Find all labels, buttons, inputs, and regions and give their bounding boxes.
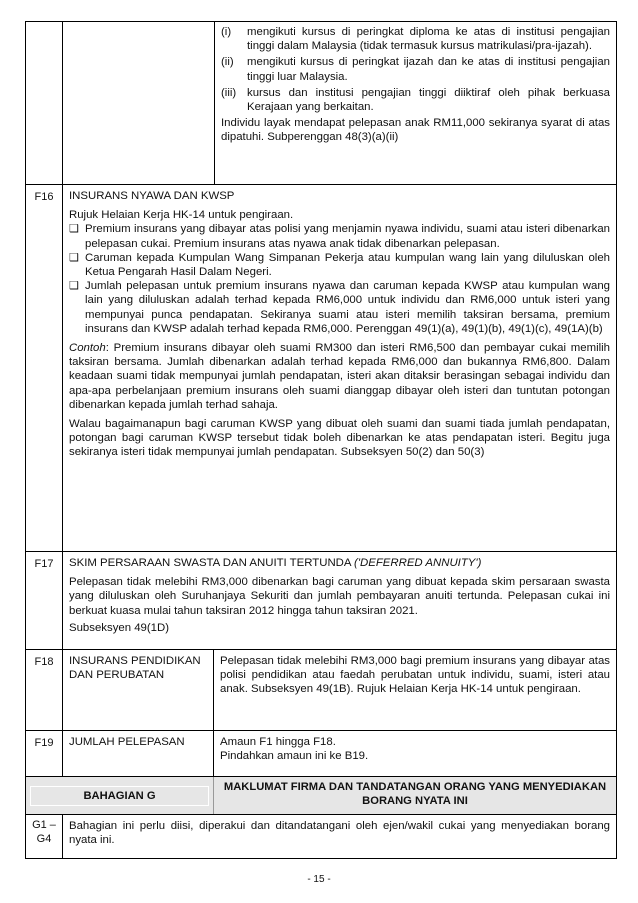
bahagian-g-heading: MAKLUMAT FIRMA DAN TANDATANGAN ORANG YANG MENYEDIAKAN BORANG NYATA INI	[223, 781, 607, 807]
title-italic: ('DEFERRED ANNUITY')	[354, 557, 482, 569]
bahagian-g-label-cell	[26, 777, 214, 814]
f17-row	[26, 552, 616, 650]
reference-line: Subseksyen 49(1D)	[69, 621, 170, 634]
closing-paragraph: Individu layak mendapat pelepasan anak RM11,000 sekiranya syarat di atas dipatuhi. Subperenggan 48(3)(a)(ii)	[221, 117, 610, 144]
list-text: kursus dan institusi pengajian tinggi diiktiraf oleh pihak berkuasa Kerajaan yang berkaitan.	[247, 86, 610, 114]
row-code: F19	[26, 731, 63, 776]
bahagian-g-header	[26, 777, 616, 815]
list-numeral: (iii)	[221, 86, 237, 99]
example-text: : Premium insurans dibayar oleh suami RM300 dan isteri RM6,500 dan pembayar cukai memilih taksiran bersama. Jumlah dibenarkan adalah terhad kepada RM6,000 dan bukannya RM6,800. Dalam keadaan suami tidak mempunyai jumlah pendapatan, isteri akan ditaksir berasingan sebagai individu dan apa-apa perbelanjaan premium insurans oleh suami dianggap dibayar oleh isteri dan tuntutan potongan dibenarkan kepada jumlah terhad sahaja.	[69, 342, 610, 411]
row-code: F17	[26, 552, 63, 649]
list-item	[69, 279, 610, 336]
row-label: JUMLAH PELEPASAN	[63, 731, 214, 776]
section-title	[69, 556, 610, 570]
continuation-content	[215, 22, 616, 184]
f17-content	[63, 552, 616, 649]
row-code: F16	[26, 185, 63, 551]
list-item	[221, 55, 610, 83]
list-text: mengikuti kursus di peringkat diploma ke atas di institusi pengajian tinggi dalam Malaysia (tidak termasuk kursus matrikulasi/pra-ijazah).	[247, 26, 610, 53]
checkbox-bullet-icon: ❑	[69, 251, 79, 264]
bullet-text: Premium insurans yang dibayar atas polisi yang menjamin nyawa individu, suami atau isteri dibenarkan pelepasan cukai. Premium insurans atas nyawa anak tidak dibenarkan pelepasan.	[85, 223, 610, 250]
f19-row	[26, 731, 616, 777]
label-cell-empty	[63, 22, 215, 184]
row-body	[214, 731, 616, 776]
f16-content	[63, 185, 616, 551]
row-body: Bahagian ini perlu diisi, diperakui dan ditandatangani oleh ejen/wakil cukai yang menyediakan borang nyata ini.	[69, 820, 610, 847]
checkbox-bullet-icon: ❑	[69, 280, 79, 293]
document-table	[25, 21, 617, 859]
bahagian-g-label: BAHAGIAN G	[30, 786, 209, 806]
body-paragraph: Pelepasan tidak melebihi RM3,000 dibenarkan bagi caruman yang dibuat kepada skim persaraan swasta yang diluluskan oleh Suruhanjaya Sekuriti dan jumlah pembayaran anuiti tertunda. Pelepasan cukai ini berkuat kuasa mulai tahun taksiran 2012 hingga tahun taksiran 2021.	[69, 576, 610, 617]
section-title: INSURANS NYAWA DAN KWSP	[69, 190, 235, 202]
row-code: G1 – G4	[26, 815, 63, 858]
f16-row	[26, 185, 616, 552]
bullet-text: Jumlah pelepasan untuk premium insurans nyawa dan caruman kepada KWSP atau kumpulan wang lain yang diluluskan adalah terhad kepada RM6,000 untuk individu dan RM6,000 untuk isteri yang mempunyai punca pendapatan. Sekiranya suami atau isteri memilih taksiran bersama, premium insurans dan KWSP adalah terhad kepada RM6,000. Perenggan 49(1)(a), 49(1)(b), 49(1)(c), 49(1A)(b)	[85, 280, 610, 335]
continuation-row	[26, 21, 616, 185]
list-numeral: (ii)	[221, 56, 234, 69]
example-label: Contoh	[69, 342, 106, 355]
list-numeral: (i)	[221, 26, 232, 38]
list-item	[69, 222, 610, 250]
row-body: Pelepasan tidak melebihi RM3,000 bagi premium insurans yang dibayar atas polisi pendidikan atau faedah perubatan untuk individu, suami, isteri atau anak. Subseksyen 49(1B). Rujuk Helaian Kerja HK-14 untuk pengiraan.	[220, 655, 610, 696]
row-label: INSURANS PENDIDIKAN DAN PERUBATAN	[63, 650, 214, 730]
body-line: Amaun F1 hingga F18.	[220, 736, 336, 748]
list-text: mengikuti kursus di peringkat ijazah dan ke atas di institusi pengajian tinggi luar Malaysia.	[247, 56, 610, 83]
list-item	[221, 25, 610, 53]
example-paragraph	[69, 341, 610, 412]
list-item	[69, 251, 610, 279]
g-row	[26, 815, 616, 859]
list-item	[221, 86, 610, 114]
body-line: Pindahkan amaun ini ke B19.	[220, 750, 369, 763]
bullet-text: Caruman kepada Kumpulan Wang Simpanan Pekerja atau kumpulan wang lain yang diluluskan oleh Ketua Pengarah Hasil Dalam Negeri.	[85, 251, 610, 279]
title-text: SKIM PERSARAAN SWASTA DAN ANUITI TERTUNDA	[69, 557, 355, 569]
reference-line: Rujuk Helaian Kerja HK-14 untuk pengiraan.	[69, 209, 294, 222]
page-number: - 15 -	[307, 874, 331, 885]
note-paragraph: Walau bagaimanapun bagi caruman KWSP yang dibuat oleh suami dan suami tiada jumlah pendapatan, potongan bagi caruman KWSP tersebut tidak boleh dibenarkan ke atas pendapatan isteri. Begitu juga sekiranya isteri tidak mempunyai jumlah pendapatan. Subseksyen 50(2) dan 50(3)	[69, 418, 610, 459]
code-cell-empty	[26, 22, 63, 184]
checkbox-bullet-icon: ❑	[69, 223, 79, 236]
row-code: F18	[26, 650, 63, 730]
f18-row	[26, 650, 616, 731]
